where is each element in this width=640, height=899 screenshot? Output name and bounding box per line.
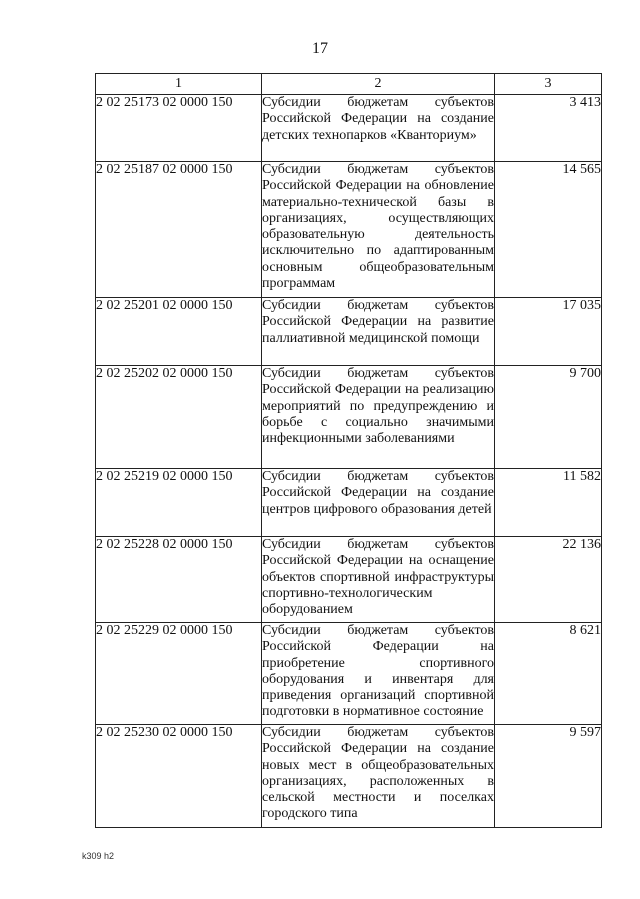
row-description: Субсидии бюджетам субъектов Российской Федерации на приобретение спортивного оборудования и инвентаря для приведения организаций спортивной подготовки в нормативное состояние [262, 623, 495, 725]
row-code: 2 02 25230 02 0000 150 [96, 725, 262, 828]
table-row [96, 725, 602, 828]
table-row [96, 366, 602, 469]
row-description: Субсидии бюджетам субъектов Российской Федерации на реализацию мероприятий по предупреждению и борьбе с социально значимыми инфекционными заболеваниями [262, 366, 495, 469]
row-code: 2 02 25229 02 0000 150 [96, 623, 262, 725]
table-row [96, 298, 602, 366]
row-description: Субсидии бюджетам субъектов Российской Федерации на оснащение объектов спортивной инфраструктуры спортивно-технологическим оборудованием [262, 537, 495, 623]
column-header-amount: 3 [495, 74, 602, 95]
budget-table [95, 73, 602, 828]
row-code: 2 02 25219 02 0000 150 [96, 469, 262, 537]
table-row [96, 162, 602, 298]
row-amount: 8 621 [495, 623, 602, 725]
table-header-row [96, 74, 602, 95]
table-row [96, 469, 602, 537]
table-row [96, 95, 602, 162]
table-row [96, 623, 602, 725]
row-amount: 11 582 [495, 469, 602, 537]
row-code: 2 02 25173 02 0000 150 [96, 95, 262, 162]
page-number: 17 [312, 40, 328, 57]
row-code: 2 02 25228 02 0000 150 [96, 537, 262, 623]
document-footer-code: k309 h2 [82, 851, 115, 861]
row-description: Субсидии бюджетам субъектов Российской Федерации на создание детских технопарков «Кванториум» [262, 95, 495, 162]
row-amount: 17 035 [495, 298, 602, 366]
row-description: Субсидии бюджетам субъектов Российской Федерации на создание новых мест в общеобразовательных организациях, расположенных в сельской местности и поселках городского типа [262, 725, 495, 828]
row-amount: 22 136 [495, 537, 602, 623]
row-amount: 9 597 [495, 725, 602, 828]
row-amount: 9 700 [495, 366, 602, 469]
row-code: 2 02 25187 02 0000 150 [96, 162, 262, 298]
column-header-description: 2 [262, 74, 495, 95]
row-description: Субсидии бюджетам субъектов Российской Федерации на создание центров цифрового образования детей [262, 469, 495, 537]
row-code: 2 02 25202 02 0000 150 [96, 366, 262, 469]
row-amount: 14 565 [495, 162, 602, 298]
row-description: Субсидии бюджетам субъектов Российской Федерации на обновление материально-технической базы в организациях, осуществляющих образовательную деятельность исключительно по адаптированным основным общеобразовательным программам [262, 162, 495, 298]
table-row [96, 537, 602, 623]
row-code: 2 02 25201 02 0000 150 [96, 298, 262, 366]
row-amount: 3 413 [495, 95, 602, 162]
column-header-code: 1 [96, 74, 262, 95]
row-description: Субсидии бюджетам субъектов Российской Федерации на развитие паллиативной медицинской помощи [262, 298, 495, 366]
